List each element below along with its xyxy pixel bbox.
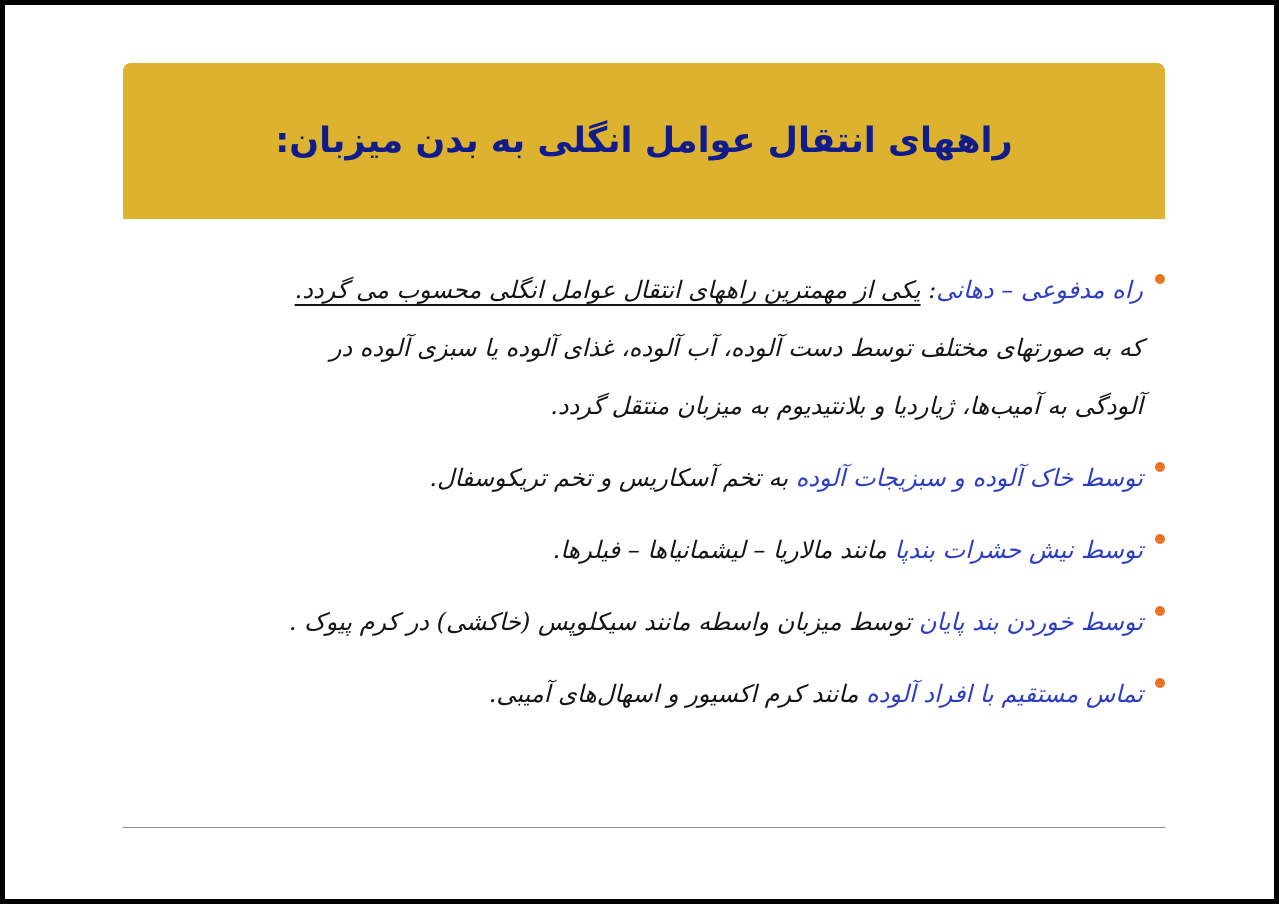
bullet-dot-icon <box>1155 534 1165 544</box>
bullet-dot-icon <box>1155 678 1165 688</box>
bullet-line: تماس مستقیم با افراد آلوده مانند کرم اکسیور و اسهال‌های آمیبی. <box>488 680 1143 708</box>
bullet-line: توسط خوردن بند پایان توسط میزبان واسطه مانند سیکلوپس (خاکشی) در کرم پیوک . <box>288 608 1143 636</box>
bullet-list <box>135 261 1165 723</box>
bullet-item <box>135 261 1165 435</box>
bullet-line: که به صورتهای مختلف توسط دست آلوده، آب آلوده، غذای آلوده یا سبزی آلوده در <box>329 334 1143 362</box>
bullet-dot-icon <box>1155 274 1165 284</box>
title-band <box>123 63 1165 219</box>
bottom-divider <box>123 827 1165 828</box>
bullet-line: آلودگی به آمیب‌ها، ژیاردیا و بلانتیدیوم به میزبان منتقل گردد. <box>550 392 1143 420</box>
bullet-dot-icon <box>1155 606 1165 616</box>
bullet-line: توسط نیش حشرات بندپا مانند مالاریا – لیشمانیاها – فیلرها. <box>552 536 1143 564</box>
bullet-item <box>135 593 1165 651</box>
bullet-line: توسط خاک آلوده و سبزیجات آلوده به تخم آسکاریس و تخم تریکوسفال. <box>429 464 1143 492</box>
bullet-item <box>135 665 1165 723</box>
bullet-item <box>135 449 1165 507</box>
slide-title: راههای انتقال عوامل انگلی به بدن میزبان: <box>275 121 1013 161</box>
bullet-dot-icon <box>1155 462 1165 472</box>
bullet-item <box>135 521 1165 579</box>
bullet-line: راه مدفوعی – دهانی: یکی از مهمترین راههای انتقال عوامل انگلی محسوب می گردد. <box>294 276 1143 304</box>
